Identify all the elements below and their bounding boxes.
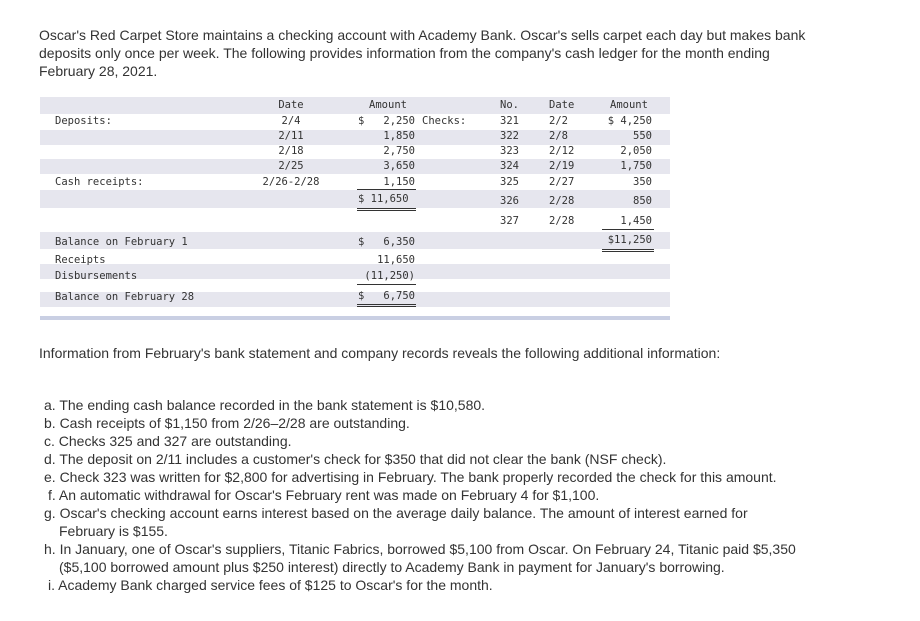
header-no: No. <box>500 99 519 111</box>
ledger-bottom-bar <box>40 316 670 320</box>
info-item-h-cont: ($5,100 borrowed amount plus $250 interest) directly to Academy Bank in payment for January's borrowing. <box>59 559 725 575</box>
info-item-i: i. Academy Bank charged service fees of $125 to Oscar's for the month. <box>48 577 493 593</box>
deposit-total-rule <box>357 208 416 209</box>
problem-intro <box>39 26 805 80</box>
check-amount: 550 <box>633 130 652 142</box>
summary-amount: 11,650 <box>377 254 415 266</box>
check-date: 2/28 <box>549 215 575 227</box>
info-item-h: h. In January, one of Oscar's suppliers, Titanic Fabrics, borrowed $5,100 from Oscar. On February 24, Titanic paid $5,350 <box>44 541 796 557</box>
summary-label: Disbursements <box>55 270 138 282</box>
checks-total-rule <box>602 251 654 252</box>
band-row <box>40 190 670 208</box>
check-date: 2/27 <box>549 176 575 188</box>
info-heading: Information from February's bank statement and company records reveals the following additional information: <box>39 345 721 361</box>
check-date: 2/2 <box>549 115 568 127</box>
summary-label: Receipts <box>55 254 106 266</box>
check-date: 2/8 <box>549 130 568 142</box>
band-row <box>40 130 670 145</box>
deposit-amount: 1,850 <box>383 130 415 142</box>
info-item-a: a. The ending cash balance recorded in the bank statement is $10,580. <box>44 397 486 413</box>
deposit-date: 2/18 <box>278 145 304 157</box>
summary-total-rule <box>357 306 416 307</box>
checks-subtotal-rule <box>602 229 654 230</box>
info-item-b: b. Cash receipts of $1,150 from 2/26–2/28 are outstanding. <box>44 415 410 431</box>
check-amount: 2,050 <box>620 145 652 157</box>
header-amount: Amount <box>369 99 407 111</box>
deposits-total: $ 11,650 <box>358 193 409 205</box>
deposit-total-rule <box>357 210 416 211</box>
deposit-date: 2/25 <box>278 160 304 172</box>
band-row <box>40 159 670 174</box>
deposit-amount: 1,150 <box>383 176 415 188</box>
check-amount: 1,750 <box>620 160 652 172</box>
checks-total: $11,250 <box>607 234 652 246</box>
check-no: 324 <box>500 160 519 172</box>
intro-line-1: Oscar's Red Carpet Store maintains a checking account with Academy Bank. Oscar's sells carpet each day but makes bank <box>39 27 806 43</box>
band-header <box>40 97 670 114</box>
check-date: 2/28 <box>549 195 575 207</box>
summary-dollar-sign: $ <box>358 290 365 302</box>
deposit-amount: 2,750 <box>383 145 415 157</box>
intro-line-2: deposits only once per week. The following provides information from the company's cash ledger for the month ending <box>39 45 770 61</box>
check-date: 2/19 <box>549 160 575 172</box>
cash-ledger-table <box>40 97 670 319</box>
intro-line-3: February 28, 2021. <box>39 63 158 79</box>
deposits-label: Deposits: <box>55 115 112 127</box>
deposit-date: 2/26-2/28 <box>262 176 320 188</box>
check-no: 321 <box>500 115 519 127</box>
check-date: 2/12 <box>549 145 575 157</box>
additional-info-list <box>44 396 796 594</box>
deposit-amount: 2,250 <box>383 115 415 127</box>
check-no: 326 <box>500 195 519 207</box>
check-amount: 850 <box>633 195 652 207</box>
check-amount: $ 4,250 <box>607 115 652 127</box>
summary-amount: (11,250) <box>364 270 415 282</box>
summary-amount: 6,350 <box>383 236 415 248</box>
deposit-dollar-sign: $ <box>358 115 365 127</box>
check-amount: 1,450 <box>620 215 652 227</box>
summary-total-rule <box>357 304 416 305</box>
info-item-e: e. Check 323 was written for $2,800 for advertising in February. The bank properly recorded the check for this amount. <box>44 469 777 485</box>
check-no: 322 <box>500 130 519 142</box>
header-check-date: Date <box>549 99 575 111</box>
checks-label: Checks: <box>422 115 467 127</box>
info-item-d: d. The deposit on 2/11 includes a customer's check for $350 that did not clear the bank (NSF check). <box>44 451 667 467</box>
checks-total-rule <box>602 249 654 250</box>
deposit-amount: 3,650 <box>383 160 415 172</box>
header-check-amount: Amount <box>610 99 648 111</box>
info-item-g: g. Oscar's checking account earns interest based on the average daily balance. The amount of interest earned for <box>44 505 748 521</box>
check-amount: 350 <box>633 176 652 188</box>
info-item-g-cont: February is $155. <box>59 523 168 539</box>
summary-subtotal-rule <box>357 284 416 285</box>
check-no: 325 <box>500 176 519 188</box>
info-item-f: f. An automatic withdrawal for Oscar's February rent was made on February 4 for $1,100. <box>48 487 600 503</box>
summary-dollar-sign: $ <box>358 236 365 248</box>
deposit-date: 2/4 <box>281 115 301 127</box>
check-no: 323 <box>500 145 519 157</box>
summary-amount: 6,750 <box>383 290 415 302</box>
deposit-date: 2/11 <box>278 130 304 142</box>
info-item-c: c. Checks 325 and 327 are outstanding. <box>44 433 292 449</box>
deposit-subtotal-rule <box>357 189 416 190</box>
summary-label: Balance on February 28 <box>55 291 195 303</box>
check-no: 327 <box>500 215 519 227</box>
cash-receipts-label: Cash receipts: <box>55 176 144 188</box>
summary-label: Balance on February 1 <box>55 236 188 248</box>
header-date: Date <box>278 99 304 111</box>
